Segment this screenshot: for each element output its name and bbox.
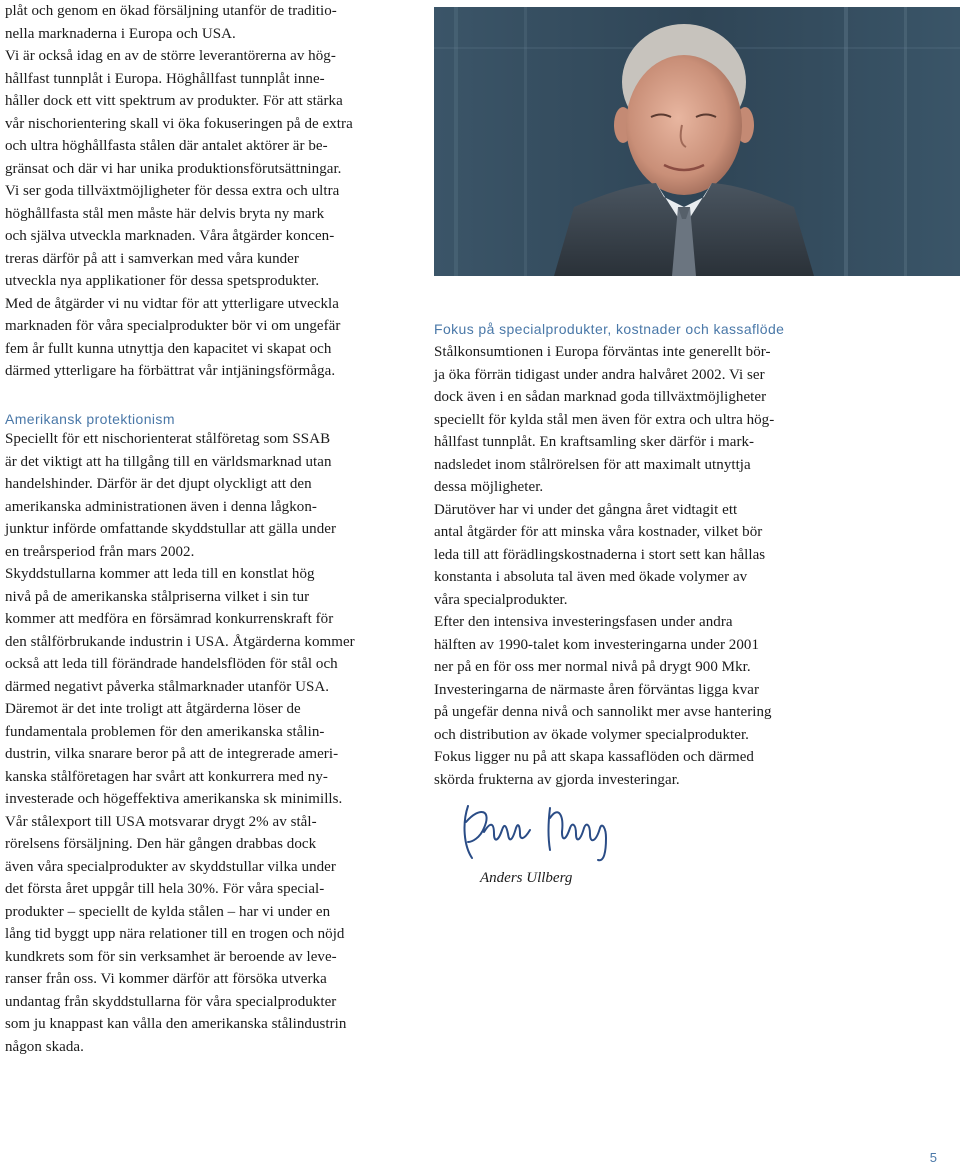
- text-line: hållfast tunnplåt. En kraftsamling sker därför i mark-: [434, 434, 755, 450]
- text-line: som ju knappast kan vålla den amerikanska stålindustrin: [5, 1016, 347, 1032]
- text-line: också att leda till förändrade handelsflöden för stål och: [5, 656, 338, 672]
- text-line: våra specialprodukter.: [434, 591, 568, 608]
- text-line: kommer att medföra en försämrad konkurrenskraft för: [5, 611, 334, 627]
- text-line: kundkrets som för sin verksamhet är beroende av leve-: [5, 948, 337, 965]
- text-line: amerikanska administrationen även i denna lågkon-: [5, 498, 317, 515]
- text-line: ranser från oss. Vi kommer därför att försöka utverka: [5, 971, 327, 987]
- text-line: lång tid byggt upp nära relationer till en trogen och nöjd: [5, 926, 345, 942]
- text-line: Vi ser goda tillväxtmöjligheter för dessa extra och ultra: [5, 183, 340, 199]
- text-line: även våra specialprodukter av skyddstullar vilka under: [5, 858, 336, 875]
- text-line: Därutöver har vi under det gångna året vidtagit ett: [434, 501, 738, 518]
- text-line: fundamentala problemen för den amerikanska stålin-: [5, 723, 325, 740]
- text-line: Investeringarna de närmaste åren förväntas ligga kvar: [434, 681, 760, 698]
- text-line: junktur införde omfattande skyddstullar att gälla under: [5, 521, 336, 537]
- text-line: skörda frukterna av gjorda investeringar.: [434, 771, 680, 788]
- text-line: investerade och högeffektiva amerikanska sk minimills.: [5, 791, 343, 807]
- text-line: därmed negativt påverka stålmarknader utanför USA.: [5, 678, 330, 695]
- text-line: gränsat och där vi har unika produktionsförutsättningar.: [5, 160, 342, 177]
- text-line: rörelsens försäljning. Den här gången drabbas dock: [5, 836, 317, 852]
- text-line: speciellt för kylda stål men även för extra och ultra hög-: [434, 411, 775, 428]
- portrait-photo: [434, 7, 960, 276]
- text-line: och distribution av ökade volymer specialprodukter.: [434, 726, 749, 743]
- text-line: dustrin, vilka snarare beror på att de integrerade ameri-: [5, 746, 339, 762]
- text-line: ja öka förrän tidigast under andra halvåret 2002. Vi ser: [434, 366, 765, 383]
- text-line: marknaden för våra specialprodukter bör vi om ungefär: [5, 318, 341, 334]
- text-line: på ungefär denna nivå och sannolikt mer avse hantering: [434, 704, 772, 720]
- text-line: antal åtgärder för att minska våra kostnader, vilket bör: [434, 524, 763, 540]
- text-line: Fokus ligger nu på att skapa kassaflöden och därmed: [434, 749, 754, 765]
- text-line: Vår stålexport till USA motsvarar drygt 2% av stål-: [5, 813, 317, 830]
- text-line: ner på en för oss mer normal nivå på drygt 900 Mkr.: [434, 659, 751, 675]
- text-line: och själva utveckla marknaden. Våra åtgärder koncen-: [5, 228, 335, 244]
- text-line: den stålförbrukande industrin i USA. Åtgärderna kommer: [5, 633, 355, 650]
- text-line: kanska stålföretagen har svårt att konkurrera med ny-: [5, 768, 328, 785]
- text-line: nadsledet inom stålrörelsen för att maximalt utnyttja: [434, 456, 751, 473]
- text-line: dessa möjligheter.: [434, 479, 544, 495]
- text-line: produkter – speciellt de kylda stålen – har vi under en: [5, 903, 331, 920]
- text-line: en treårsperiod från mars 2002.: [5, 543, 195, 560]
- signature-image: [458, 798, 628, 864]
- text-line: konstanta i absoluta tal även med ökade volymer av: [434, 569, 748, 585]
- text-line: det första året uppgår till hela 30%. För våra special-: [5, 881, 325, 897]
- text-line: undantag från skyddstullarna för våra specialprodukter: [5, 993, 337, 1010]
- text-line: hållfast tunnplåt i Europa. Höghållfast tunnplåt inne-: [5, 70, 325, 87]
- signature-name: Anders Ullberg: [480, 870, 573, 886]
- text-line: handelshinder. Därför är det djupt olyckligt att den: [5, 476, 312, 492]
- text-line: hälften av 1990-talet kom investeringarna under 2001: [434, 636, 759, 653]
- text-line: nivå på de amerikanska stålpriserna vilket i sin tur: [5, 588, 310, 605]
- text-line: fem år fullt kunna utnyttja den kapacitet vi skapat och: [5, 340, 332, 357]
- text-line: nella marknaderna i Europa och USA.: [5, 25, 236, 42]
- text-line: någon skada.: [5, 1038, 84, 1055]
- text-line: leda till att förädlingskostnaderna i stort sett kan hållas: [434, 546, 766, 563]
- text-line: dock även i en sådan marknad goda tillväxtmöjligheter: [434, 389, 767, 405]
- text-line: Skyddstullarna kommer att leda till en konstlat hög: [5, 566, 315, 582]
- text-line: treras därför på att i samverkan med våra kunder: [5, 250, 299, 267]
- text-line: Efter den intensiva investeringsfasen under andra: [434, 614, 733, 630]
- text-line: Med de åtgärder vi nu vidtar för att ytterligare utveckla: [5, 295, 339, 312]
- text-line: håller dock ett vitt spektrum av produkter. För att stärka: [5, 93, 343, 109]
- section-heading-fokus: Fokus på specialprodukter, kostnader och kassaflöde: [434, 321, 785, 337]
- section-heading-amerikansk: Amerikansk protektionism: [5, 411, 175, 427]
- text-line: utveckla nya applikationer för dessa spetsprodukter.: [5, 273, 320, 289]
- page-number: 5: [929, 1150, 937, 1165]
- text-line: Stålkonsumtionen i Europa förväntas inte generellt bör-: [434, 344, 771, 360]
- text-line: Vi är också idag en av de större leverantörerna av hög-: [5, 48, 336, 64]
- text-line: plåt och genom en ökad försäljning utanför de traditio-: [5, 3, 337, 19]
- text-line: därmed ytterligare ha förbättrat vår intjäningsförmåga.: [5, 363, 336, 379]
- text-line: höghållfasta stål men måste här delvis bryta ny mark: [5, 205, 325, 222]
- text-line: är det viktigt att ha tillgång till en världsmarknad utan: [5, 453, 332, 470]
- text-line: och ultra höghållfasta stålen där antalet aktörer är be-: [5, 138, 328, 154]
- text-line: Däremot är det inte troligt att åtgärderna löser de: [5, 701, 301, 717]
- text-line: Speciellt för ett nischorienterat stålföretag som SSAB: [5, 431, 331, 447]
- text-line: vår nischorientering skall vi öka fokuseringen på de extra: [5, 115, 353, 132]
